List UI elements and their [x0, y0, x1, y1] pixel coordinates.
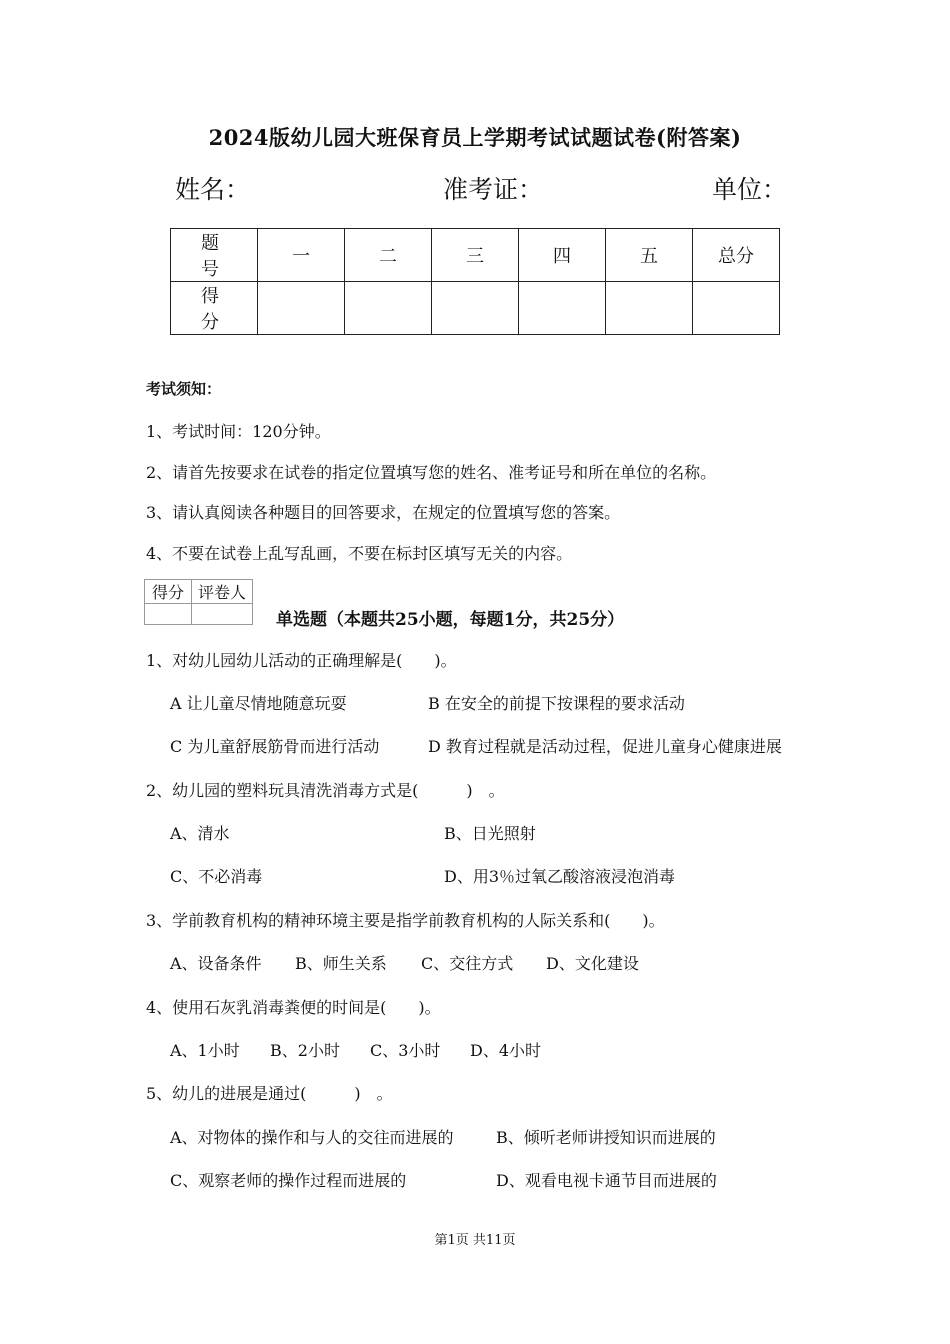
answer-option: A 让儿童尽情地随意玩耍: [170, 694, 347, 713]
name-field-label: 姓名：: [175, 175, 251, 204]
score-table-header-cell: 五: [606, 229, 693, 282]
section-title: 单选题（本题共25小题，每题1分，共25分）: [276, 610, 625, 630]
answer-option: D、观看电视卡通节目而进展的: [496, 1171, 717, 1190]
grader-score-label: 得分: [145, 580, 192, 604]
answer-option: B、2小时: [270, 1041, 340, 1060]
page-title: 2024版幼儿园大班保育员上学期考试试题试卷(附答案): [208, 125, 742, 150]
grader-score-cell[interactable]: [145, 604, 192, 625]
score-table-header-cell: 总分: [693, 229, 780, 282]
answer-option: C、交往方式: [421, 954, 514, 973]
score-table: [170, 228, 780, 335]
grader-name-label: 评卷人: [192, 580, 253, 604]
answer-option: A、设备条件: [170, 954, 262, 973]
notice-item: 3、请认真阅读各种题目的回答要求，在规定的位置填写您的答案。: [146, 503, 621, 522]
answer-option: C、3小时: [370, 1041, 441, 1060]
answer-option: B、倾听老师讲授知识而进展的: [496, 1128, 716, 1147]
score-input-cell[interactable]: [519, 282, 606, 335]
answer-option: C、观察老师的操作过程而进展的: [170, 1171, 407, 1190]
answer-option: A、1小时: [170, 1041, 240, 1060]
answer-option: C、不必消毒: [170, 867, 263, 886]
score-table-header-row: [171, 229, 780, 282]
unit-field-label: 单位：: [712, 175, 788, 204]
grader-name-cell[interactable]: [192, 604, 253, 625]
score-input-cell[interactable]: [432, 282, 519, 335]
score-input-cell[interactable]: [606, 282, 693, 335]
answer-option: A、清水: [170, 824, 230, 843]
answer-option: C 为儿童舒展筋骨而进行活动: [170, 737, 380, 756]
score-table-header-cell: 二: [345, 229, 432, 282]
answer-option: D、文化建设: [546, 954, 639, 973]
score-input-cell[interactable]: [345, 282, 432, 335]
answer-option: B、日光照射: [444, 824, 536, 843]
question-stem: 2、幼儿园的塑料玩具清洗消毒方式是( ) 。: [146, 781, 505, 800]
notice-item: 2、请首先按要求在试卷的指定位置填写您的姓名、准考证号和所在单位的名称。: [146, 463, 717, 482]
score-input-cell[interactable]: [693, 282, 780, 335]
answer-option: D、4小时: [470, 1041, 542, 1060]
answer-option: B 在安全的前提下按课程的要求活动: [428, 694, 685, 713]
question-stem: 1、对幼儿园幼儿活动的正确理解是( )。: [146, 651, 457, 670]
notice-item: 4、不要在试卷上乱写乱画，不要在标封区填写无关的内容。: [146, 544, 573, 563]
answer-option: D 教育过程就是活动过程，促进儿童身心健康进展: [428, 737, 782, 756]
score-table-header-cell: 三: [432, 229, 519, 282]
score-table-header-cell: 一: [258, 229, 345, 282]
grader-box: [144, 579, 253, 625]
exam-id-field-label: 准考证：: [443, 175, 544, 204]
question-stem: 3、学前教育机构的精神环境主要是指学前教育机构的人际关系和( )。: [146, 911, 665, 930]
question-stem: 4、使用石灰乳消毒粪便的时间是( )。: [146, 998, 441, 1017]
notice-item: 1、考试时间：120分钟。: [146, 422, 331, 441]
answer-option: B、师生关系: [295, 954, 387, 973]
answer-option: D、用3％过氧乙酸溶液浸泡消毒: [444, 867, 676, 886]
score-row-label: 得 分: [171, 282, 258, 335]
score-table-score-row: [171, 282, 780, 335]
notice-heading: 考试须知：: [146, 380, 222, 398]
question-stem: 5、幼儿的进展是通过( ) 。: [146, 1084, 393, 1103]
score-table-header-cell: 四: [519, 229, 606, 282]
score-table-header-label: 题 号: [171, 229, 258, 282]
page-footer: 第1页 共11页: [434, 1233, 516, 1248]
answer-option: A、对物体的操作和与人的交往而进展的: [170, 1128, 454, 1147]
